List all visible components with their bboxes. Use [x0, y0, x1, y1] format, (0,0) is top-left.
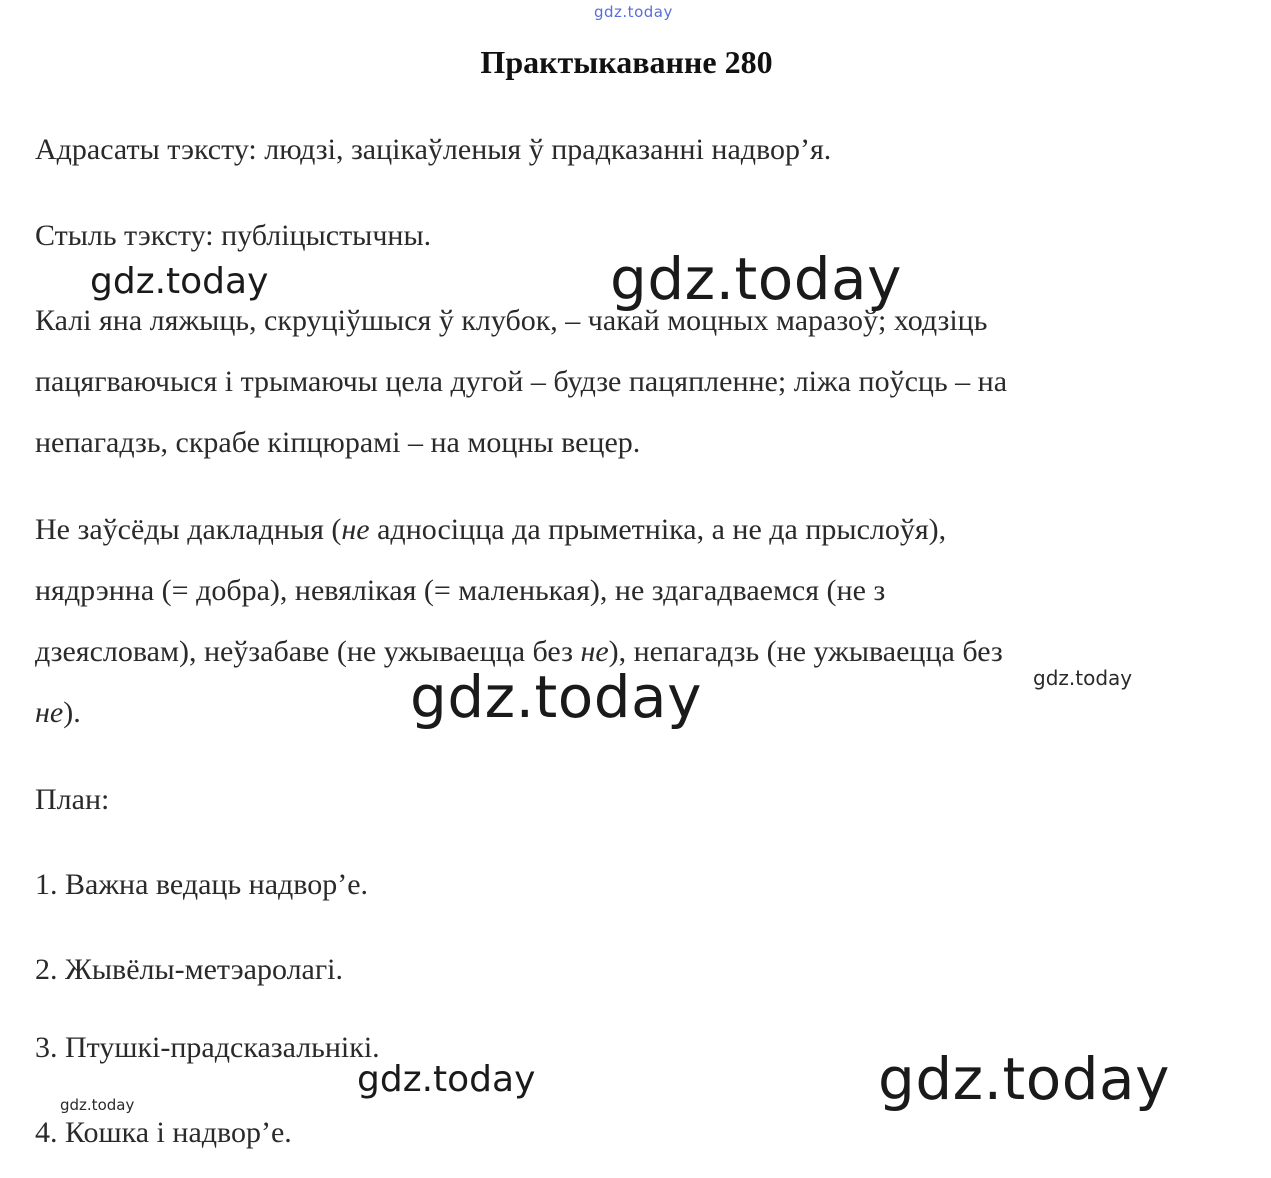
plan-item-2: 2. Жывёлы-метэаролагі. — [35, 953, 344, 986]
watermark: gdz.today — [1033, 666, 1133, 690]
ne-text: дзеясловам), неўзабаве (не ужываецца без — [35, 635, 581, 668]
watermark: gdz.today — [357, 1059, 536, 1100]
ne-explanation-line-2: нядрэнна (= добра), невялікая (= маленькая), не здагадваемся (не з — [35, 574, 886, 607]
addressees-line: Адрасаты тэксту: людзі, зацікаўленыя ў прадказанні надвор’я. — [35, 133, 832, 166]
watermark: gdz.today — [90, 261, 269, 302]
ne-italic: не — [35, 696, 64, 729]
watermark: gdz.today — [878, 1045, 1170, 1113]
ne-explanation-line-3 — [35, 632, 1003, 672]
plan-item-1: 1. Важна ведаць надвор’е. — [35, 868, 369, 901]
ne-italic: не — [580, 635, 609, 668]
ne-italic: не — [341, 513, 370, 546]
plan-heading: План: — [35, 783, 110, 816]
watermark: gdz.today — [410, 663, 702, 731]
ne-explanation-line-4 — [35, 693, 81, 733]
plan-item-4: 4. Кошка і надвор’е. — [35, 1116, 292, 1149]
page-title: Практыкаванне 280 — [480, 44, 773, 80]
plan-item-3: 3. Птушкі-прадсказальнікі. — [35, 1031, 380, 1064]
cat-text-line-1: Калі яна ляжыць, скруціўшыся ў клубок, – чакай моцных маразоў; ходзіць — [35, 304, 988, 337]
style-line: Стыль тэксту: публіцыстычны. — [35, 219, 432, 252]
cat-text-line-3: непагадзь, скрабе кіпцюрамі – на моцны вецер. — [35, 426, 641, 459]
ne-text: Не заўсёды дакладныя ( — [35, 513, 342, 546]
watermark: gdz.today — [610, 245, 902, 313]
watermark: gdz.today — [60, 1096, 135, 1114]
cat-text-line-2: пацягваючыся і трымаючы цела дугой – будзе пацяпленне; ліжа поўсць – на — [35, 365, 1008, 398]
ne-explanation-line-1 — [35, 510, 946, 550]
watermark-top: gdz.today — [594, 3, 673, 21]
ne-text: ). — [63, 696, 81, 729]
ne-text: ), непагадзь (не ужываецца без — [608, 635, 1003, 668]
ne-text: адносіцца да прыметніка, а не да прыслоўя), — [369, 513, 947, 546]
